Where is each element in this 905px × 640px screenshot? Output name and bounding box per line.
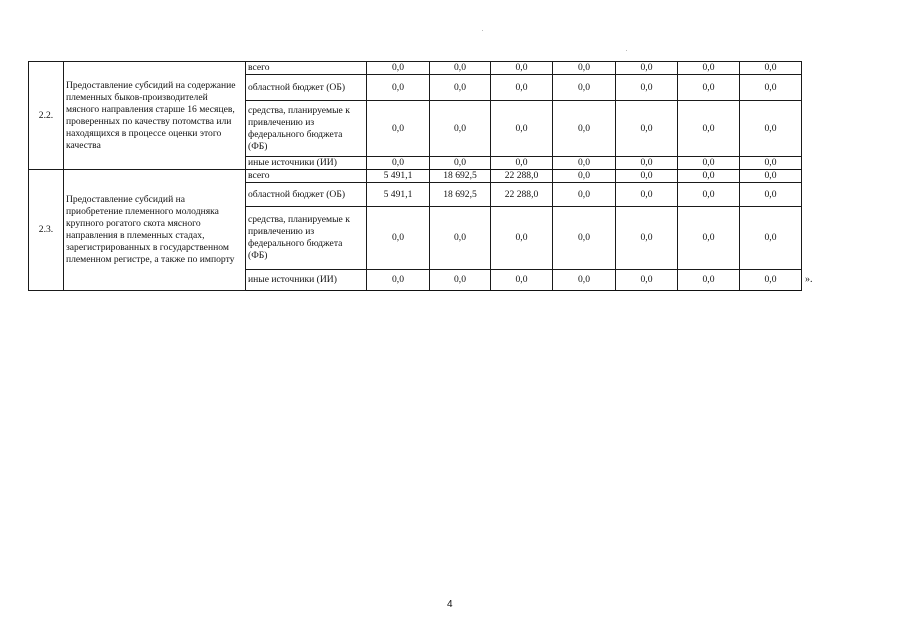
amount-cell: 0,0 — [553, 157, 616, 170]
amount-cell: 5 491,1 — [367, 170, 430, 183]
amount-cell: 0,0 — [678, 157, 740, 170]
amount-cell: 0,0 — [491, 157, 553, 170]
amount-cell: 0,0 — [430, 270, 491, 291]
amount-cell: 0,0 — [740, 170, 802, 183]
row-number: 2.2. — [29, 62, 64, 170]
amount-cell: 0,0 — [553, 75, 616, 101]
scan-speck — [626, 50, 627, 51]
amount-cell: 0,0 — [616, 75, 678, 101]
amount-cell: 0,0 — [616, 183, 678, 207]
funding-source: иные источники (ИИ) — [246, 157, 367, 170]
funding-source: средства, планируемые к привлечению из федерального бюджета (ФБ) — [246, 207, 367, 270]
amount-cell: 18 692,5 — [430, 183, 491, 207]
amount-cell: 0,0 — [678, 207, 740, 270]
amount-cell: 0,0 — [616, 207, 678, 270]
funding-source: всего — [246, 62, 367, 75]
amount-cell: 22 288,0 — [491, 183, 553, 207]
amount-cell: 0,0 — [678, 183, 740, 207]
amount-cell: 0,0 — [678, 170, 740, 183]
measure-description: Предоставление субсидий на приобретение племенного молодняка крупного рогатого скота мясного направления в племенных стадах, зарегистрированных в государственном племенном регистре, а также по импорту — [64, 170, 246, 291]
amount-cell: 0,0 — [553, 183, 616, 207]
amount-cell: 0,0 — [740, 75, 802, 101]
amount-cell: 0,0 — [553, 170, 616, 183]
page-number: 4 — [447, 599, 453, 610]
amount-cell: 0,0 — [616, 101, 678, 157]
measure-description: Предоставление субсидий на содержание племенных быков-производителей мясного направления старше 16 месяцев, проверенных по качеству потомства или находящихся в процессе оценки этого качества — [64, 62, 246, 170]
row-number: 2.3. — [29, 170, 64, 291]
table-body — [29, 62, 802, 291]
amount-cell: 0,0 — [740, 101, 802, 157]
amount-cell: 0,0 — [367, 207, 430, 270]
amount-cell: 0,0 — [367, 270, 430, 291]
amount-cell: 0,0 — [616, 170, 678, 183]
amount-cell: 0,0 — [430, 62, 491, 75]
amount-cell: 0,0 — [740, 270, 802, 291]
amount-cell: 0,0 — [367, 101, 430, 157]
amount-cell: 0,0 — [740, 183, 802, 207]
amount-cell: 0,0 — [491, 62, 553, 75]
amount-cell: 0,0 — [553, 62, 616, 75]
funding-source: областной бюджет (ОБ) — [246, 183, 367, 207]
budget-table — [28, 61, 802, 291]
amount-cell: 0,0 — [491, 270, 553, 291]
amount-cell: 0,0 — [616, 270, 678, 291]
amount-cell: 0,0 — [740, 207, 802, 270]
amount-cell: 0,0 — [678, 62, 740, 75]
amount-cell: 0,0 — [367, 157, 430, 170]
table-row — [29, 170, 802, 183]
amount-cell: 0,0 — [367, 62, 430, 75]
funding-source: иные источники (ИИ) — [246, 270, 367, 291]
amount-cell: 0,0 — [553, 270, 616, 291]
amount-cell: 0,0 — [616, 62, 678, 75]
amount-cell: 0,0 — [678, 75, 740, 101]
amount-cell: 0,0 — [553, 207, 616, 270]
amount-cell: 5 491,1 — [367, 183, 430, 207]
amount-cell: 0,0 — [430, 207, 491, 270]
amount-cell: 0,0 — [491, 101, 553, 157]
amount-cell: 18 692,5 — [430, 170, 491, 183]
amount-cell: 0,0 — [430, 75, 491, 101]
amount-cell: 0,0 — [740, 62, 802, 75]
amount-cell: 0,0 — [616, 157, 678, 170]
closing-quote-mark: ». — [805, 274, 813, 285]
amount-cell: 0,0 — [430, 157, 491, 170]
amount-cell: 0,0 — [491, 75, 553, 101]
amount-cell: 0,0 — [678, 270, 740, 291]
funding-source: всего — [246, 170, 367, 183]
amount-cell: 22 288,0 — [491, 170, 553, 183]
amount-cell: 0,0 — [491, 207, 553, 270]
scan-speck — [482, 30, 483, 31]
amount-cell: 0,0 — [367, 75, 430, 101]
amount-cell: 0,0 — [430, 101, 491, 157]
amount-cell: 0,0 — [678, 101, 740, 157]
table-row — [29, 62, 802, 75]
amount-cell: 0,0 — [553, 101, 616, 157]
amount-cell: 0,0 — [740, 157, 802, 170]
funding-source: средства, планируемые к привлечению из федерального бюджета (ФБ) — [246, 101, 367, 157]
funding-source: областной бюджет (ОБ) — [246, 75, 367, 101]
